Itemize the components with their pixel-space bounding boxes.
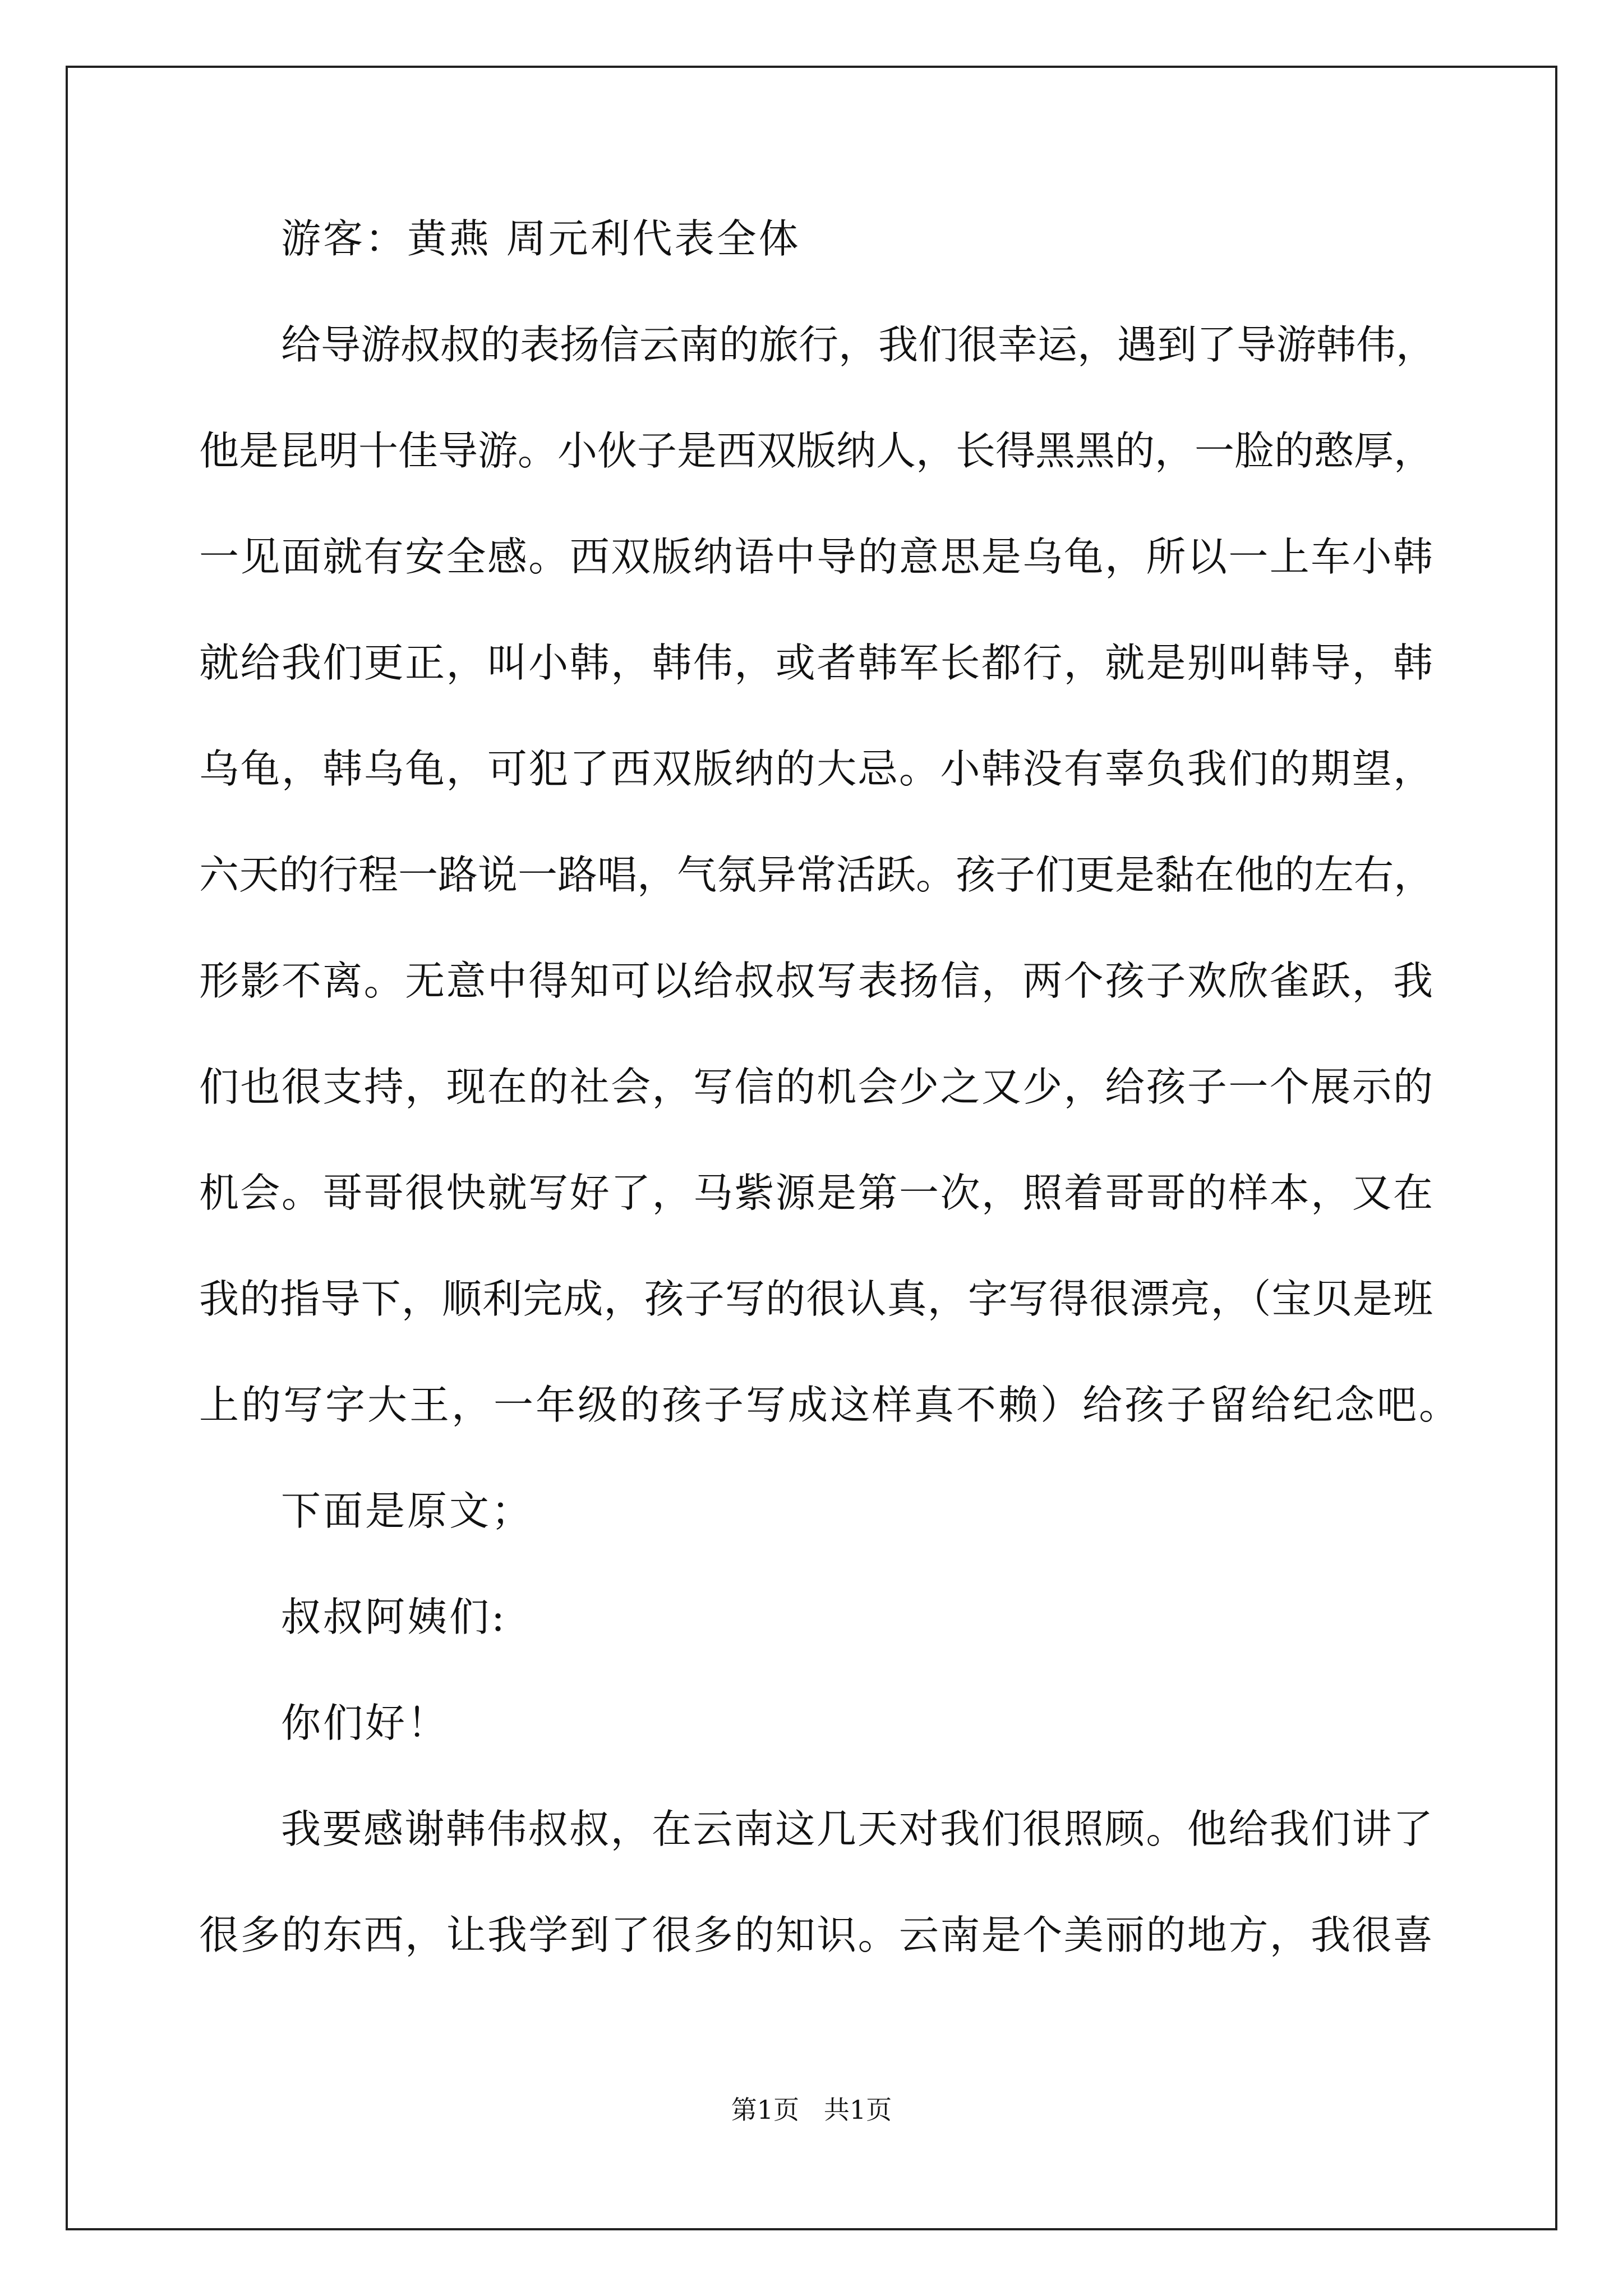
- paragraph-line: 乌龟，韩乌龟，可犯了西双版纳的大忌。小韩没有辜负我们的期望，: [199, 746, 1433, 792]
- paragraph-line: 就给我们更正，叫小韩，韩伟，或者韩军长都行，就是别叫韩导，韩: [199, 639, 1433, 686]
- signature-line: 游客：黄燕 周元利代表全体: [281, 215, 801, 262]
- page-number-footer: 第1页 共1页: [731, 2095, 892, 2125]
- paragraph-line: 机会。哥哥很快就写好了，马紫源是第一次，照着哥哥的样本，又在: [199, 1170, 1433, 1216]
- paragraph-line: 上的写字大王，一年级的孩子写成这样真不赖）给孩子留给纪念吧。: [199, 1382, 1461, 1428]
- salutation-line: 叔叔阿姨们:: [281, 1594, 507, 1640]
- paragraph-line: 他是昆明十佳导游。小伙子是西双版纳人，长得黑黑的，一脸的憨厚，: [199, 427, 1434, 474]
- page-border: [66, 66, 1557, 2230]
- paragraph-line: 六天的行程一路说一路唱，气氛异常活跃。孩子们更是黏在他的左右，: [199, 852, 1434, 898]
- greeting-line: 你们好！: [281, 1700, 450, 1746]
- paragraph-line: 很多的东西，让我学到了很多的知识。云南是个美丽的地方，我很喜: [199, 1912, 1433, 1958]
- paragraph-line: 下面是原文；: [281, 1488, 534, 1534]
- paragraph-line: 我要感谢韩伟叔叔，在云南这几天对我们很照顾。他给我们讲了: [281, 1806, 1433, 1852]
- paragraph-line: 我的指导下，顺利完成，孩子写的很认真，字写得很漂亮，（宝贝是班: [199, 1276, 1433, 1322]
- paragraph-line: 们也很支持，现在的社会，写信的机会少之又少，给孩子一个展示的: [199, 1064, 1433, 1110]
- paragraph-line: 形影不离。无意中得知可以给叔叔写表扬信，两个孩子欢欣雀跃，我: [199, 958, 1433, 1004]
- paragraph-line: 给导游叔叔的表扬信云南的旅行，我们很幸运，遇到了导游韩伟，: [281, 321, 1436, 368]
- paragraph-line: 一见面就有安全感。西双版纳语中导的意思是乌龟，所以一上车小韩: [199, 533, 1433, 580]
